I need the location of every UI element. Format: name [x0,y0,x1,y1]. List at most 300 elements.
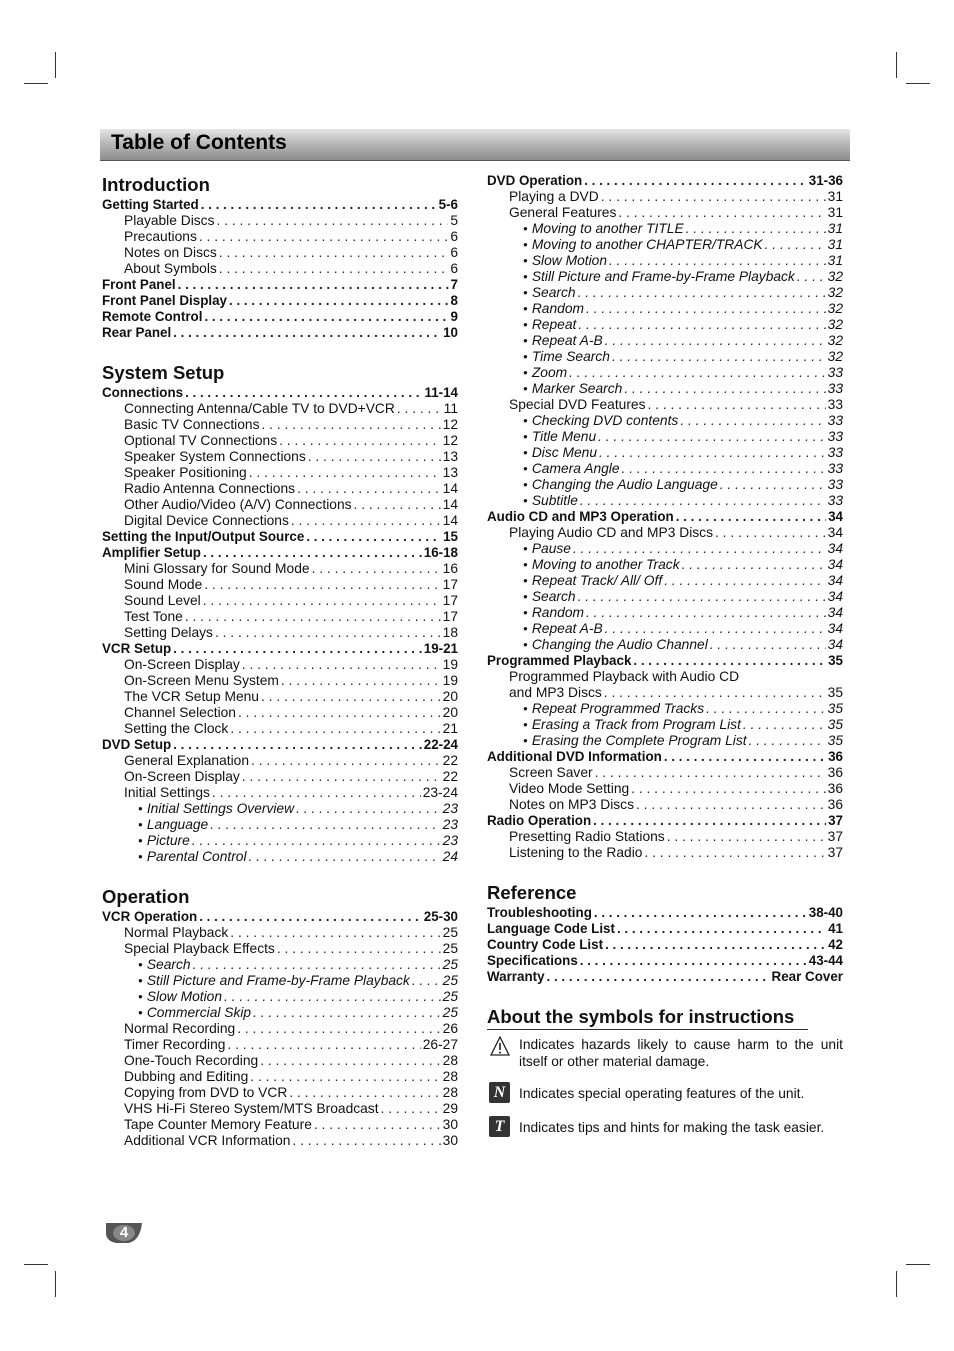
toc-entry-label: Normal Recording [124,1021,236,1036]
toc-entry[interactable] [487,937,843,953]
toc-entry-label: Programmed Playback with Audio CD [509,669,740,684]
toc-entry-label: ● Repeat A-B [523,621,603,639]
toc-entry-label: Notes on MP3 Discs [509,797,634,812]
toc-entry-page: 19-21 [423,641,458,656]
toc-entry-page: 31-36 [808,173,843,188]
toc-entry[interactable] [487,205,843,221]
toc-entry[interactable] [102,1133,458,1149]
toc-entry[interactable] [102,449,458,465]
toc-entry-label: ● Random [523,605,584,623]
toc-entry[interactable] [487,669,843,685]
toc-entry[interactable] [487,557,843,573]
toc-entry[interactable] [487,921,843,937]
dot-leader [281,673,441,689]
toc-entry[interactable] [102,497,458,513]
toc-entry[interactable] [487,381,843,397]
dot-leader [277,941,441,957]
toc-entry-label: ● Slow Motion [523,253,607,271]
dot-leader [185,609,441,625]
dot-leader [173,737,422,753]
toc-entry-page: 32 [827,349,843,364]
toc-entry[interactable] [102,641,458,657]
toc-entry-page: 35 [827,701,843,716]
toc-entry-page: 35 [827,733,843,748]
dot-leader [397,401,442,417]
toc-entry-page: 25 [442,989,458,1004]
toc-entry[interactable] [102,385,458,401]
dot-leader [193,957,441,973]
toc-entry[interactable] [102,401,458,417]
toc-entry[interactable] [487,589,843,605]
toc-entry-label: ● Changing the Audio Language [523,477,718,495]
dot-leader [605,621,826,637]
toc-entry[interactable] [487,301,843,317]
toc-entry-label: Basic TV Connections [124,417,260,432]
toc-entry[interactable] [102,417,458,433]
toc-entry-label: ● Erasing a Track from Program List [523,717,741,735]
toc-entry[interactable] [487,733,843,749]
toc-entry[interactable] [102,481,458,497]
dot-leader [185,385,422,401]
toc-entry-page: 25 [442,925,458,940]
toc-entry[interactable] [102,801,458,817]
toc-entry[interactable] [102,1117,458,1133]
toc-entry[interactable] [487,541,843,557]
toc-entry[interactable] [487,829,843,845]
toc-entry-page: 20 [442,689,458,704]
toc-entry-page: 31 [827,237,843,252]
dot-leader [617,921,826,937]
dot-leader [604,685,826,701]
toc-entry[interactable] [102,1101,458,1117]
dot-leader [706,701,826,717]
toc-entry-page: 16 [442,561,458,576]
toc-entry[interactable] [102,1085,458,1101]
toc-entry-label: Amplifier Setup [102,545,201,560]
toc-entry-page: 38-40 [808,905,843,920]
toc-entry[interactable] [102,909,458,925]
toc-entry[interactable] [487,509,843,525]
toc-entry-page: 23-24 [422,785,458,800]
toc-entry-label: On-Screen Display [124,769,240,784]
dot-leader [612,349,826,365]
dot-leader [381,1101,441,1117]
toc-entry-label: Presetting Radio Stations [509,829,665,844]
toc-entry[interactable] [102,753,458,769]
dot-leader [578,285,826,301]
toc-entry[interactable] [487,953,843,969]
dot-leader [261,417,440,433]
warning-triangle-icon [490,1036,510,1056]
dot-leader [573,541,826,557]
toc-entry-label: Digital Device Connections [124,513,289,528]
dot-leader [599,445,826,461]
toc-entry[interactable] [102,609,458,625]
dot-leader [569,365,826,381]
toc-entry-label: ● Subtitle [523,493,578,511]
toc-entry-label: ● Search [523,285,576,303]
toc-entry[interactable] [102,245,458,261]
toc-entry[interactable] [102,737,458,753]
crop-mark [906,83,930,84]
toc-entry-label: Speaker System Connections [124,449,306,464]
toc-entry-page: 19 [442,673,458,688]
toc-entry-page: 22 [442,753,458,768]
dot-leader [580,493,826,509]
dot-leader [578,589,826,605]
toc-entry[interactable] [487,717,843,733]
toc-entry[interactable] [102,545,458,561]
toc-entry-label: Programmed Playback [487,653,632,668]
toc-entry-page: 32 [827,269,843,284]
dot-leader [595,765,826,781]
dot-leader [253,1005,441,1021]
toc-entry-page: 30 [442,1133,458,1148]
toc-entry[interactable] [102,689,458,705]
toc-entry[interactable] [102,817,458,833]
symbol-note [487,1082,843,1102]
toc-entry[interactable] [487,845,843,861]
toc-entry[interactable] [487,525,843,541]
toc-entry[interactable] [487,365,843,381]
dot-leader [412,973,441,989]
toc-entry[interactable] [487,397,843,413]
toc-entry-label: ● Time Search [523,349,610,367]
toc-entry[interactable] [102,785,458,801]
toc-entry[interactable] [487,493,843,509]
toc-entry[interactable] [487,573,843,589]
toc-entry[interactable] [487,637,843,653]
toc-entry[interactable] [102,309,458,325]
toc-entry-label: ● Random [523,301,584,319]
toc-entry-page: 21 [442,721,458,736]
toc-entry-label: ● Marker Search [523,381,622,399]
dot-leader [765,237,826,253]
symbols-heading: About the symbols for instructions [487,1005,808,1030]
toc-entry[interactable] [487,269,843,285]
toc-entry-label: Warranty [487,969,545,984]
toc-entry-label: Connecting Antenna/Cable TV to DVD+VCR [124,401,395,416]
toc-entry[interactable] [487,701,843,717]
toc-entry-page: 33 [827,493,843,508]
dot-leader [667,829,826,845]
toc-entry[interactable] [487,461,843,477]
toc-entry[interactable] [102,833,458,849]
crop-mark [24,1264,48,1265]
dot-leader [578,317,825,333]
dot-leader [279,433,441,449]
toc-entry-label: Optional TV Connections [124,433,278,448]
toc-entry[interactable] [487,413,843,429]
dot-leader [261,689,441,705]
dot-leader [203,593,441,609]
dot-leader [624,381,825,397]
toc-entry[interactable] [102,957,458,973]
toc-entry-page: 22-24 [423,737,458,752]
section-heading: Reference [487,882,577,903]
dot-leader [229,293,449,309]
crop-mark [896,1271,897,1297]
toc-entry-label: Playing Audio CD and MP3 Discs [509,525,713,540]
toc-entry-label: Other Audio/Video (A/V) Connections [124,497,352,512]
dot-leader [636,797,826,813]
toc-entry-page: 34 [828,509,843,524]
toc-entry-label: ● Changing the Audio Channel [523,637,708,655]
toc-entry-label: ● Parental Control [138,849,247,867]
toc-entry-label: ● Picture [138,833,190,851]
toc-entry-page: 33 [827,445,843,460]
toc-entry[interactable] [102,941,458,957]
dot-leader [219,245,449,261]
dot-leader [598,429,826,445]
dot-leader [749,733,826,749]
toc-entry-label: Remote Control [102,309,203,324]
dot-leader [743,717,826,733]
dot-leader [173,325,441,341]
toc-entry[interactable] [487,969,843,985]
toc-entry-label: ● Initial Settings Overview [138,801,294,819]
toc-entry-page: 33 [827,477,843,492]
toc-entry-label: Country Code List [487,937,604,952]
dot-leader [227,1037,420,1053]
toc-entry-page: 31 [827,253,843,268]
toc-entry[interactable] [102,1037,458,1053]
toc-entry-page: 15 [443,529,458,544]
toc-entry[interactable] [102,465,458,481]
dot-leader [173,641,422,657]
toc-entry-page: 41 [828,921,843,936]
toc-entry-page: 36 [827,797,843,812]
toc-entry-label: Language Code List [487,921,615,936]
toc-entry[interactable] [487,765,843,781]
dot-leader [224,989,441,1005]
toc-entry-label: Timer Recording [124,1037,226,1052]
dot-leader [199,909,422,925]
toc-entry-label: Notes on Discs [124,245,217,260]
toc-entry-page: 19 [442,657,458,672]
toc-entry[interactable] [487,221,843,237]
toc-entry-page: 34 [827,589,843,604]
toc-entry-label: Sound Mode [124,577,203,592]
toc-entry[interactable] [102,433,458,449]
toc-entry-page: 33 [827,381,843,396]
toc-entry-label: Screen Saver [509,765,593,780]
toc-entry-page: 17 [442,593,458,608]
toc-entry-label: ● Moving to another TITLE [523,221,684,239]
toc-entry[interactable] [487,189,843,205]
toc-entry-page: 25 [442,957,458,972]
toc-entry[interactable] [487,285,843,301]
dot-leader [586,301,826,317]
toc-entry[interactable] [102,625,458,641]
dot-leader [204,577,440,593]
toc-entry-page: 6 [450,261,458,276]
toc-entry-page: 32 [827,301,843,316]
toc-entry-label: ● Zoom [523,365,567,383]
dot-leader [605,333,826,349]
toc-entry[interactable] [487,333,843,349]
toc-entry-label: ● Pause [523,541,571,559]
toc-entry-page: 13 [442,449,458,464]
toc-entry[interactable] [487,797,843,813]
dot-leader [633,653,826,669]
toc-entry[interactable] [487,685,843,701]
toc-entry-label: ● Slow Motion [138,989,222,1007]
toc-entry-page: 11-14 [424,385,458,400]
dot-leader [292,1133,440,1149]
toc-entry-page: 17 [442,577,458,592]
dot-leader [215,625,441,641]
toc-entry-label: DVD Operation [487,173,583,188]
toc-entry[interactable] [102,973,458,989]
toc-entry-page: 14 [442,497,458,512]
dot-leader [686,221,826,237]
toc-entry[interactable] [487,905,843,921]
dot-leader [296,801,441,817]
dot-leader [664,749,826,765]
toc-entry[interactable] [102,229,458,245]
toc-entry-page: 25-30 [423,909,458,924]
toc-entry-label: Test Tone [124,609,183,624]
toc-entry[interactable] [102,197,458,213]
toc-entry[interactable] [487,621,843,637]
right-column [487,173,843,1136]
dot-leader [306,529,441,545]
toc-entry-page: 26-27 [422,1037,458,1052]
toc-entry-page: 32 [827,333,843,348]
toc-entry-label: Special Playback Effects [124,941,275,956]
toc-entry[interactable] [102,261,458,277]
toc-entry[interactable] [102,705,458,721]
toc-entry[interactable] [487,237,843,253]
toc-entry-page: 34 [827,525,843,540]
toc-entry[interactable] [487,653,843,669]
toc-entry-label: Playing a DVD [509,189,599,204]
toc-entry-label: ● Checking DVD contents [523,413,678,431]
page-title: Table of Contents [111,131,287,154]
toc-entry-page: 36 [827,765,843,780]
toc-entry-label: ● Disc Menu [523,445,597,463]
toc-entry-label: Specifications [487,953,578,968]
toc-entry[interactable] [487,605,843,621]
symbol-warning [487,1036,843,1070]
toc-entry[interactable] [102,657,458,673]
toc-entry-label: VCR Operation [102,909,198,924]
toc-entry[interactable] [487,317,843,333]
toc-entry[interactable] [102,673,458,689]
toc-entry[interactable] [487,429,843,445]
dot-leader [249,465,441,481]
dot-leader [720,477,826,493]
toc-entry-page: 28 [442,1053,458,1068]
symbol-tip [487,1116,843,1136]
symbol-text: Indicates special operating features of the unit. [519,1086,805,1101]
toc-entry[interactable] [487,349,843,365]
toc-entry-label: Setting the Input/Output Source [102,529,305,544]
toc-entry-page: 34 [827,557,843,572]
toc-entry-label: Channel Selection [124,705,236,720]
toc-entry-page: Rear Cover [771,969,843,984]
toc-entry[interactable] [102,213,458,229]
toc-entry[interactable] [102,1053,458,1069]
toc-entry[interactable] [487,445,843,461]
toc-entry[interactable] [102,1005,458,1021]
toc-entry-page: 33 [827,429,843,444]
dot-leader [586,605,826,621]
toc-entry-label: Setting Delays [124,625,213,640]
toc-entry-label: Front Panel Display [102,293,228,308]
toc-entry[interactable] [102,925,458,941]
toc-entry[interactable] [102,721,458,737]
toc-entry-label: ● Repeat [523,317,576,335]
toc-entry-label: Dubbing and Editing [124,1069,249,1084]
toc-entry-page: 18 [442,625,458,640]
toc-entry-label: Audio CD and MP3 Operation [487,509,674,524]
toc-entry[interactable] [102,1069,458,1085]
toc-entry[interactable] [102,849,458,865]
page-number: 4 [119,1224,129,1241]
dot-leader [178,277,449,293]
toc-entry[interactable] [102,1021,458,1037]
toc-entry-page: 33 [827,365,843,380]
toc-entry-label: ● Title Menu [523,429,596,447]
toc-entry-label: Tape Counter Memory Feature [124,1117,312,1132]
dot-leader [242,769,441,785]
toc-entry[interactable] [487,253,843,269]
toc-entry[interactable] [487,749,843,765]
right-column-toc [487,173,843,985]
dot-leader [593,813,826,829]
toc-entry[interactable] [487,477,843,493]
toc-entry[interactable] [487,173,843,189]
toc-entry[interactable] [102,293,458,309]
symbol-text: Indicates hazards likely to cause harm to the unit itself or other material damage. [519,1037,843,1069]
title-banner [100,129,850,161]
toc-entry[interactable] [102,529,458,545]
toc-entry[interactable] [102,577,458,593]
dot-leader [314,1117,441,1133]
toc-entry-page: 11 [443,401,458,416]
toc-entry[interactable] [102,989,458,1005]
toc-entry-page: 33 [827,413,843,428]
toc-entry-page: 14 [442,513,458,528]
toc-entry-label: Playable Discs [124,213,215,228]
toc-entry[interactable] [487,781,843,797]
dot-leader [210,817,440,833]
toc-entry-label: VCR Setup [102,641,172,656]
toc-entry[interactable] [102,277,458,293]
toc-entry-label: About Symbols [124,261,217,276]
toc-entry[interactable] [102,561,458,577]
dot-leader [260,1053,440,1069]
toc-entry[interactable] [102,325,458,341]
toc-entry-page: 30 [442,1117,458,1132]
toc-entry-label: Mini Glossary for Sound Mode [124,561,310,576]
toc-entry[interactable] [102,769,458,785]
toc-entry[interactable] [102,513,458,529]
toc-entry-page: 14 [442,481,458,496]
toc-entry-page: 36 [828,749,843,764]
toc-entry-page: 25 [442,973,458,988]
toc-entry-label: ● Repeat Track/ All/ Off [523,573,662,591]
toc-entry[interactable] [102,593,458,609]
crop-mark [906,1264,930,1265]
dot-leader [601,189,826,205]
dot-leader [797,269,826,285]
toc-entry-page: 35 [828,653,843,668]
toc-entry[interactable] [487,813,843,829]
tip-icon: T [489,1116,510,1137]
